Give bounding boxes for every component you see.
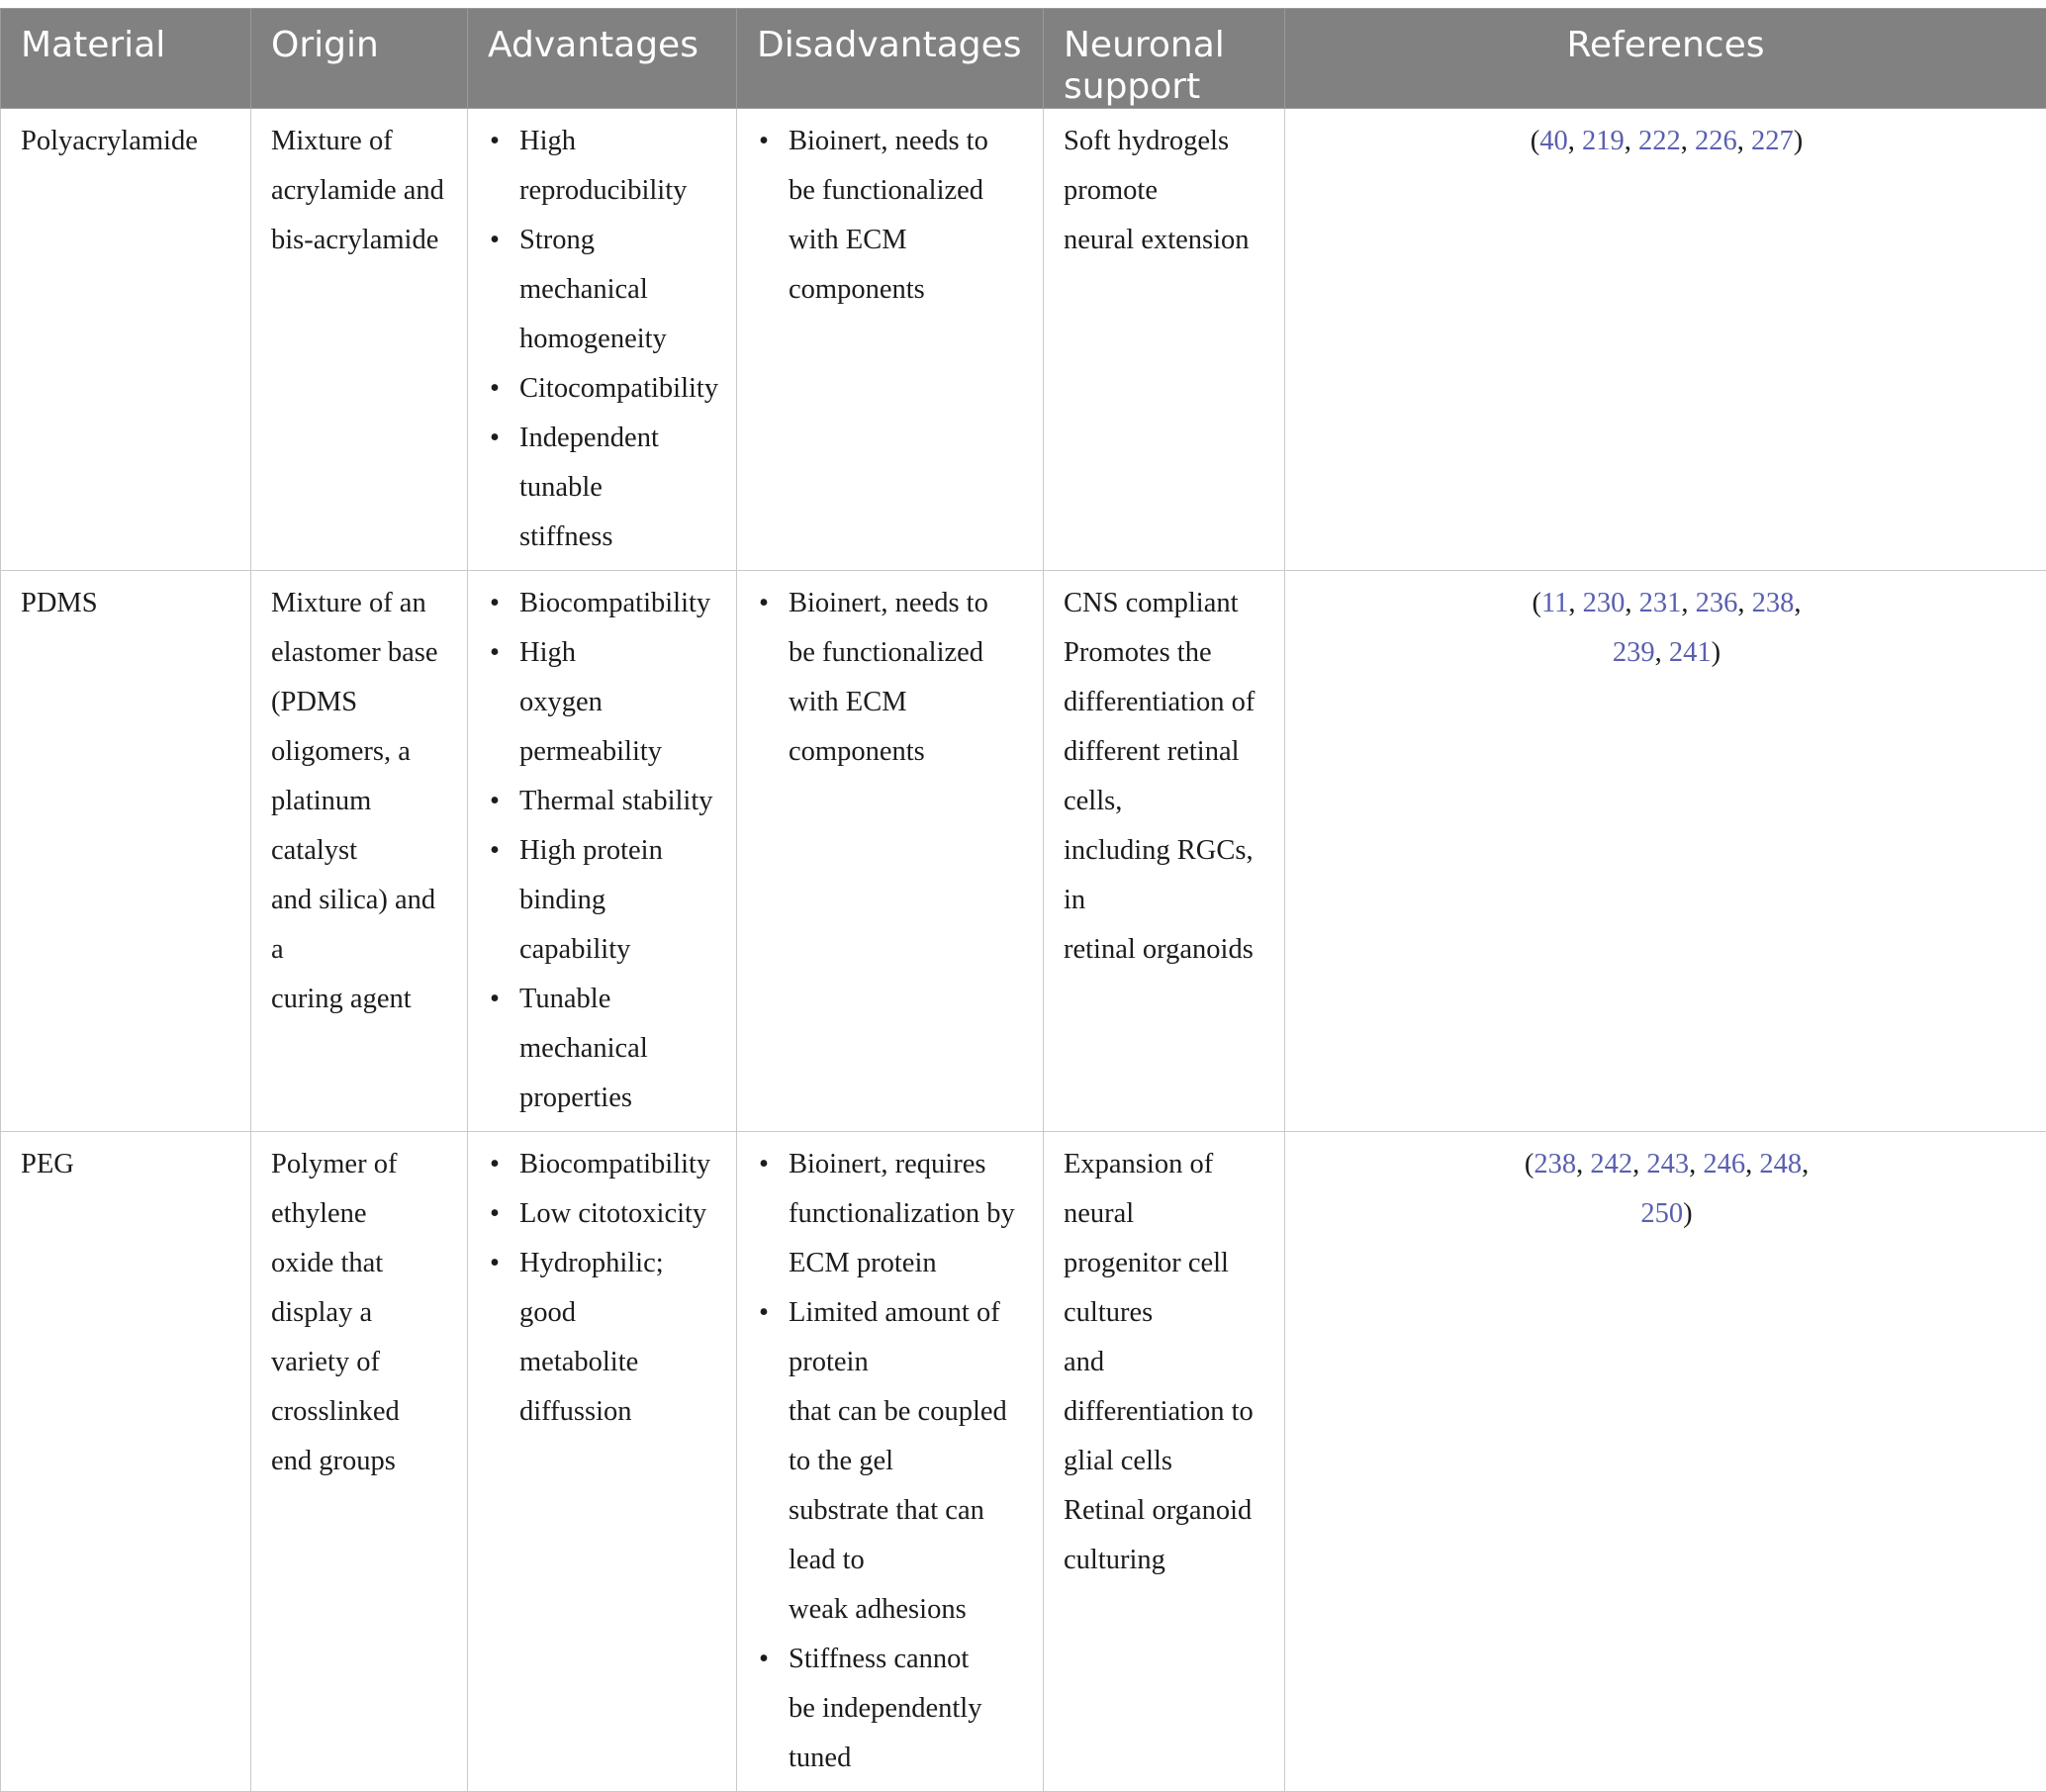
separator: , (1737, 126, 1751, 156)
separator: , (1681, 126, 1695, 156)
list-item (757, 1140, 1025, 1288)
cell-text-line: binding capability (519, 876, 718, 975)
neuronal-support-cell (1044, 109, 1285, 571)
list-item (757, 117, 1025, 315)
cell-text-line: mechanical homogeneity (519, 265, 718, 364)
material-cell (1, 1132, 251, 1792)
paren-close: ) (1712, 637, 1721, 668)
separator: , (1568, 588, 1582, 618)
cell-text-line: curing agent (271, 975, 449, 1024)
cell-text-line: Mixture of an (271, 579, 449, 628)
cell-text-line: acrylamide and (271, 166, 449, 216)
reference-link[interactable]: 222 (1638, 126, 1681, 156)
disadvantages-list (757, 1140, 1025, 1783)
cell-text-line: • Bioinert, needs to (789, 579, 1025, 628)
cell-text-line: oxygen permeability (519, 678, 718, 777)
material-cell (1, 571, 251, 1132)
cell-text-line: retinal organoids (1064, 925, 1266, 975)
cell-text-line: be functionalized with ECM (789, 628, 1025, 727)
references-line (1305, 1140, 2028, 1189)
cell-text-line: bis-acrylamide (271, 216, 449, 265)
reference-link[interactable]: 238 (1534, 1149, 1576, 1179)
advantages-cell (468, 109, 737, 571)
header-advantages: Advantages (468, 9, 737, 109)
material-name: PDMS (21, 588, 98, 618)
disadvantages-list (757, 117, 1025, 315)
cell-text-line: • Hydrophilic; good (519, 1239, 718, 1338)
advantages-list (488, 1140, 718, 1437)
cell-text-line: Expansion of neural (1064, 1140, 1266, 1239)
reference-link[interactable]: 227 (1751, 126, 1794, 156)
list-item (757, 579, 1025, 777)
cell-text-line: Promotes the (1064, 628, 1266, 678)
cell-text-line: functionalization by (789, 1189, 1025, 1239)
separator: , (1625, 126, 1638, 156)
separator: , (1737, 588, 1751, 618)
disadvantages-cell (737, 109, 1044, 571)
cell-text-line: • High reproducibility (519, 117, 718, 216)
cell-text-line: variety of crosslinked (271, 1338, 449, 1437)
table-row (1, 1132, 2046, 1792)
references-line (1305, 628, 2028, 678)
cell-text-line: Retinal organoid (1064, 1486, 1266, 1536)
list-item (488, 826, 718, 975)
cell-text-line: and differentiation to (1064, 1338, 1266, 1437)
material-name: PEG (21, 1149, 74, 1179)
cell-text-line: properties (519, 1074, 718, 1123)
list-item (488, 1140, 718, 1189)
reference-link[interactable]: 243 (1646, 1149, 1689, 1179)
references-line (1305, 579, 2028, 628)
cell-text-line: Polymer of ethylene (271, 1140, 449, 1239)
advantages-cell (468, 571, 737, 1132)
paren-close: ) (1683, 1198, 1693, 1229)
list-item (488, 1239, 718, 1437)
neuronal-support-cell (1044, 1132, 1285, 1792)
paren-close: ) (1794, 126, 1804, 156)
list-item (488, 975, 718, 1123)
separator: , (1576, 1149, 1590, 1179)
cell-text-line: platinum catalyst (271, 777, 449, 876)
reference-link[interactable]: 236 (1696, 588, 1738, 618)
references-line (1305, 117, 2028, 166)
header-neuronal-line-2: support (1064, 66, 1264, 108)
cell-text-line: (PDMS oligomers, a (271, 678, 449, 777)
cell-text-line: • Biocompatibility (519, 1140, 718, 1189)
separator: , (1681, 588, 1695, 618)
header-row (1, 9, 2046, 109)
separator: , (1625, 588, 1638, 618)
cell-text-line: • Tunable mechanical (519, 975, 718, 1074)
cell-text-line: • Independent tunable (519, 414, 718, 513)
references-cell (1285, 571, 2046, 1132)
separator: , (1655, 637, 1669, 668)
cell-text-line: be functionalized with ECM (789, 166, 1025, 265)
references-line (1305, 1189, 2028, 1239)
cell-text-line: • Stiffness cannot (789, 1635, 1025, 1684)
cell-text-line: end groups (271, 1437, 449, 1486)
reference-link[interactable]: 219 (1582, 126, 1625, 156)
origin-cell (251, 109, 468, 571)
advantages-list (488, 579, 718, 1123)
cell-text-line: different retinal cells, (1064, 727, 1266, 826)
cell-text-line: stiffness (519, 513, 718, 562)
cell-text-line: • Strong (519, 216, 718, 265)
reference-link[interactable]: 11 (1541, 588, 1568, 618)
header-material: Material (1, 9, 251, 109)
cell-text-line: neural extension (1064, 216, 1266, 265)
cell-text-line: weak adhesions (789, 1585, 1025, 1635)
reference-link[interactable]: 231 (1639, 588, 1682, 618)
paren-open: ( (1525, 1149, 1534, 1179)
cell-text-line: be independently tuned (789, 1684, 1025, 1783)
material-cell (1, 109, 251, 571)
paren-open: ( (1531, 126, 1540, 156)
reference-link[interactable]: 238 (1752, 588, 1795, 618)
table-row (1, 109, 2046, 571)
list-item (488, 364, 718, 414)
reference-link[interactable]: 241 (1669, 637, 1712, 668)
cell-text-line: components (789, 727, 1025, 777)
advantages-cell (468, 1132, 737, 1792)
neuronal-support-cell (1044, 571, 1285, 1132)
cell-text-line: and silica) and a (271, 876, 449, 975)
table-row (1, 571, 2046, 1132)
cell-text-line: metabolite diffussion (519, 1338, 718, 1437)
reference-link[interactable]: 250 (1640, 1198, 1683, 1229)
disadvantages-list (757, 579, 1025, 777)
separator: , (1689, 1149, 1703, 1179)
cell-text-line: • Thermal stability (519, 777, 718, 826)
reference-link[interactable]: 40 (1539, 126, 1568, 156)
cell-text-line: • Low citotoxicity (519, 1189, 718, 1239)
list-item (757, 1288, 1025, 1635)
reference-link[interactable]: 226 (1695, 126, 1737, 156)
cell-text-line: elastomer base (271, 628, 449, 678)
cell-text-line: • Citocompatibility (519, 364, 718, 414)
separator: , (1794, 588, 1801, 618)
cell-text-line: • Limited amount of protein (789, 1288, 1025, 1387)
paren-open: ( (1532, 588, 1541, 618)
cell-text-line: progenitor cell cultures (1064, 1239, 1266, 1338)
advantages-list (488, 117, 718, 562)
cell-text-line: including RGCs, in (1064, 826, 1266, 925)
header-disadvantages: Disadvantages (737, 9, 1044, 109)
list-item (488, 117, 718, 216)
references-cell (1285, 109, 2046, 571)
separator: , (1632, 1149, 1646, 1179)
cell-text-line: Mixture of (271, 117, 449, 166)
cell-text-line: Soft hydrogels promote (1064, 117, 1266, 216)
header-origin: Origin (251, 9, 468, 109)
reference-link[interactable]: 230 (1583, 588, 1626, 618)
list-item (488, 1189, 718, 1239)
cell-text-line: • Biocompatibility (519, 579, 718, 628)
cell-text-line: differentiation of (1064, 678, 1266, 727)
references-cell (1285, 1132, 2046, 1792)
cell-text-line: components (789, 265, 1025, 315)
reference-link[interactable]: 242 (1590, 1149, 1632, 1179)
separator: , (1745, 1149, 1759, 1179)
list-item (488, 628, 718, 777)
list-item (488, 579, 718, 628)
disadvantages-cell (737, 571, 1044, 1132)
reference-link[interactable]: 248 (1759, 1149, 1802, 1179)
cell-text-line: • High (519, 628, 718, 678)
list-item (757, 1635, 1025, 1783)
cell-text-line: glial cells (1064, 1437, 1266, 1486)
reference-link[interactable]: 239 (1613, 637, 1655, 668)
cell-text-line: • Bioinert, needs to (789, 117, 1025, 166)
list-item (488, 414, 718, 562)
separator: , (1568, 126, 1582, 156)
header-neuronal-line-1: Neuronal (1064, 25, 1264, 66)
cell-text-line: culturing (1064, 1536, 1266, 1585)
cell-text-line: oxide that display a (271, 1239, 449, 1338)
header-neuronal-support (1044, 9, 1285, 109)
cell-text-line: ECM protein (789, 1239, 1025, 1288)
cell-text-line: • Bioinert, requires (789, 1140, 1025, 1189)
origin-cell (251, 571, 468, 1132)
separator: , (1802, 1149, 1809, 1179)
cell-text-line: CNS compliant (1064, 579, 1266, 628)
materials-table (0, 8, 2046, 1792)
list-item (488, 216, 718, 364)
origin-cell (251, 1132, 468, 1792)
list-item (488, 777, 718, 826)
disadvantages-cell (737, 1132, 1044, 1792)
material-name: Polyacrylamide (21, 126, 198, 156)
cell-text-line: substrate that can lead to (789, 1486, 1025, 1585)
cell-text-line: • High protein (519, 826, 718, 876)
reference-link[interactable]: 246 (1703, 1149, 1745, 1179)
cell-text-line: that can be coupled to the gel (789, 1387, 1025, 1486)
header-references: References (1285, 9, 2046, 109)
